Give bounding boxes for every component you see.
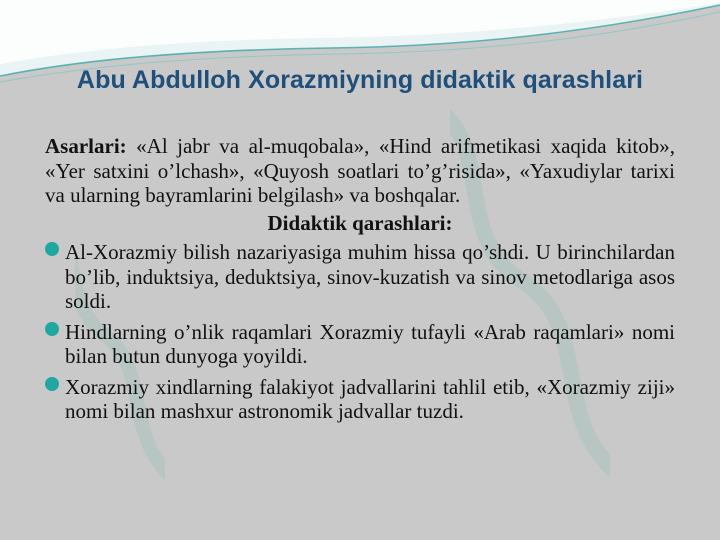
bullet-icon bbox=[45, 322, 59, 336]
bullet-text: Al-Xorazmiy bilish nazariyasiga muhim hissa qo’shdi. U birinchilardan bo’lib, induktsiya, deduktsiya, sinov-kuzatish va sinov metodlariga asos soldi. bbox=[65, 240, 675, 313]
works-label: Asarlari: bbox=[45, 134, 127, 158]
bullet-item bbox=[45, 375, 675, 424]
bullet-item bbox=[45, 240, 675, 314]
slide-body bbox=[45, 134, 675, 430]
bullet-text: Hindlarning o’nlik raqamlari Xorazmiy tufayli «Arab raqamlari» nomi bilan butun dunyoga yoyildi. bbox=[65, 319, 675, 368]
works-paragraph bbox=[45, 134, 675, 208]
bullet-text: Xorazmiy xindlarning falakiyot jadvallarini tahlil etib, «Xorazmiy ziji» nomi bilan mashxur astronomik jadvallar tuzdi. bbox=[65, 374, 675, 423]
bullet-icon bbox=[45, 242, 59, 256]
bullet-icon bbox=[45, 377, 59, 391]
slide-title: Abu Abdulloh Xorazmiyning didaktik qarashlari bbox=[76, 66, 644, 94]
didactic-subheading: Didaktik qarashlari: bbox=[267, 210, 453, 235]
works-text: «Al jabr va al-muqobala», «Hind arifmetikasi xaqida kitob», «Yer satxini o’lchash», «Quyosh soatlari to’g’risida», «Yaxudiylar tarixi va ularning bayramlarini belgilash» va boshqalar. bbox=[45, 134, 675, 207]
bullet-item bbox=[45, 320, 675, 369]
